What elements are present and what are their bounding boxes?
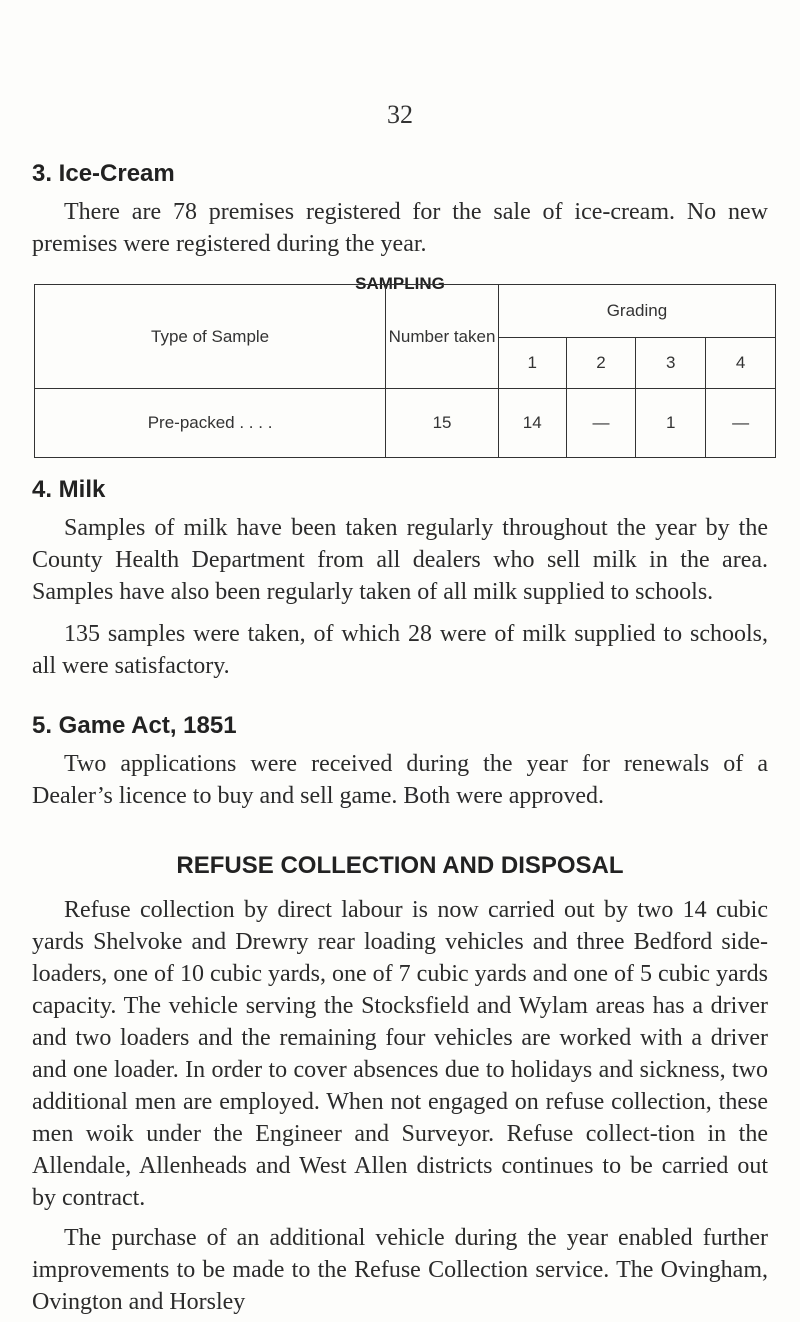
grade-header: 3 xyxy=(636,338,706,389)
grade-value-cell: — xyxy=(566,389,636,458)
game-act-section xyxy=(32,712,768,812)
sampling-table xyxy=(34,284,776,458)
milk-paragraph-1: Samples of milk have been taken regularly throughout the year by the County Health Department from all dealers who sell milk in the area. Samples have also been regularly taken of all milk supplied to schools. xyxy=(32,515,768,605)
grade-value-cell: 14 xyxy=(498,389,566,458)
col-type-of-sample: Type of Sample xyxy=(35,285,386,389)
refuse-heading: REFUSE COLLECTION AND DISPOSAL xyxy=(176,852,624,879)
refuse-paragraph-1: Refuse collection by direct labour is now carried out by two 14 cubic yards Shelvoke and Drewry rear loading vehicles and three Bedford side-loaders, one of 10 cubic yards, one of 7 cubic yards and one of 5 cubic yards capacity. The vehicle serving the Stocksfield and Wylam areas has a driver and two loaders and the remaining four vehicles are worked with a driver and one loader. In order to cover absences due to holidays and sickness, two additional men are employed. When not engaged on refuse collection, these men woik under the Engineer and Surveyor. Refuse collect-tion in the Allendale, Allenheads and West Allen districts continues to be carried out by contract. xyxy=(32,897,768,1211)
sampling-table-wrapper xyxy=(0,284,776,458)
grade-header: 2 xyxy=(566,338,636,389)
page-number: 32 xyxy=(387,100,413,129)
col-grading: Grading xyxy=(498,285,775,338)
refuse-section xyxy=(32,852,768,1318)
grade-header: 4 xyxy=(706,338,776,389)
game-act-paragraph: Two applications were received during the year for renewals of a Dealer’s licence to buy and sell game. Both were approved. xyxy=(32,751,768,809)
ice-cream-heading: 3. Ice-Cream xyxy=(32,160,175,187)
game-act-heading: 5. Game Act, 1851 xyxy=(32,712,237,739)
col-number-taken: Number taken xyxy=(386,285,499,389)
sample-type-cell: Pre-packed . . . . xyxy=(35,389,386,458)
refuse-paragraph-2: The purchase of an additional vehicle during the year enabled further improvements to be made to the Refuse Collection service. The Ovingham, Ovington and Horsley xyxy=(32,1225,768,1315)
ice-cream-paragraph: There are 78 premises registered for the sale of ice-cream. No new premises were registered during the year. xyxy=(32,199,768,257)
milk-heading: 4. Milk xyxy=(32,476,106,503)
table-row xyxy=(35,389,776,458)
number-taken-cell: 15 xyxy=(386,389,499,458)
sampling-title: SAMPLING xyxy=(355,274,445,293)
ice-cream-section xyxy=(32,160,768,294)
grade-value-cell: 1 xyxy=(636,389,706,458)
milk-section xyxy=(32,476,768,682)
milk-paragraph-2: 135 samples were taken, of which 28 were of milk supplied to schools, all were satisfactory. xyxy=(32,621,768,679)
grade-value-cell: — xyxy=(706,389,776,458)
document-body-lower xyxy=(32,476,768,1322)
grade-header: 1 xyxy=(498,338,566,389)
